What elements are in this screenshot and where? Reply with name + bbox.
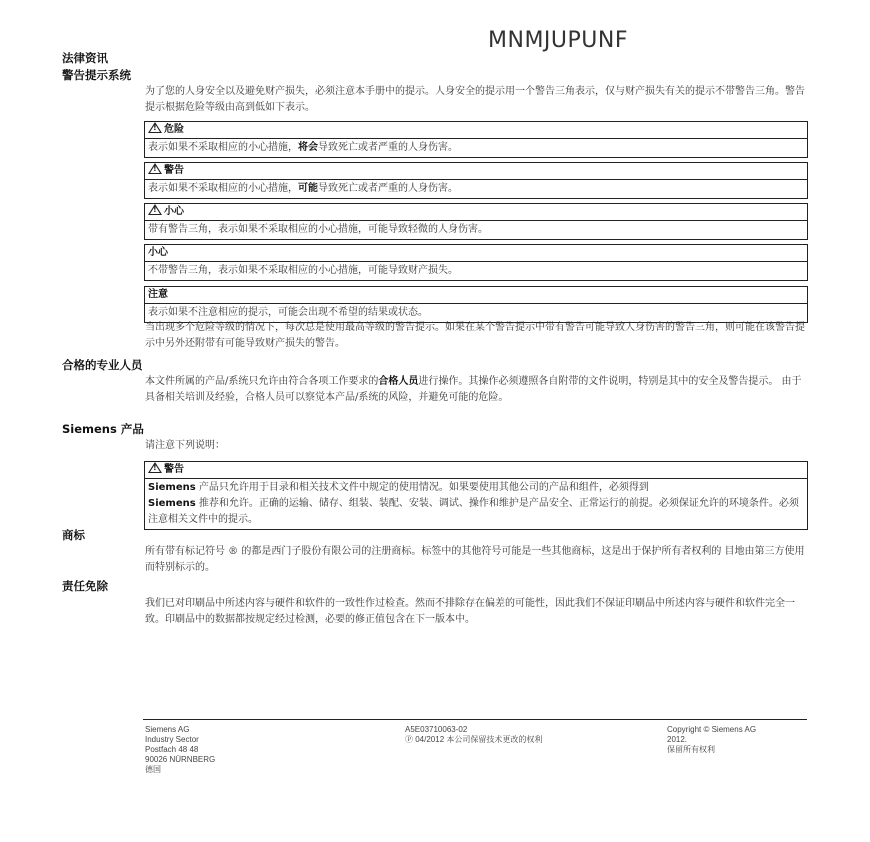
- warning-triangle-icon: [148, 462, 162, 473]
- bold-text: 可能: [298, 183, 318, 194]
- siemens-products-heading: Siemens 产品: [62, 422, 144, 436]
- box-title: [145, 204, 807, 221]
- text: 表示如果不采取相应的小心措施，: [148, 183, 298, 194]
- disclaimer-heading: 责任免除: [62, 579, 108, 593]
- bold-text: 将会: [298, 142, 318, 153]
- box-body: [145, 180, 807, 198]
- text: 表示如果不注意相应的提示，可能会出现不希望的结果或状态。: [148, 307, 428, 318]
- box-title-text: 警告: [164, 464, 184, 475]
- doc-number: A5E03710063-02: [405, 725, 468, 734]
- address-line: Industry Sector: [145, 735, 199, 744]
- copyright-line: 2012.: [667, 735, 688, 744]
- box-title: [145, 287, 807, 304]
- brand: Siemens: [148, 498, 196, 509]
- copyright-line: Copyright © Siemens AG: [667, 725, 757, 734]
- text: 推荐和允许。正确的运输、储存、组装、装配、安装、调试、操作和维护是产品安全、正常运行的前提。必须保证允许的环境条件。必须注意相关文件中的提示。: [148, 498, 799, 525]
- text: 产品只允许用于目录和相关技术文件中规定的使用情况。如果要使用其他公司的产品和组件，必须得到: [195, 482, 649, 493]
- warning-triangle-icon: [148, 204, 162, 215]
- trademarks-text: 所有带有标记符号 ® 的都是西门子股份有限公司的注册商标。标签中的其他符号可能是一些其他商标，这是出于保护所有者权利的 目地由第三方使用而特别标示的。: [145, 546, 805, 573]
- footer-copyright: [667, 725, 756, 755]
- text: 表示如果不采取相应的小心措施，: [148, 142, 298, 153]
- warning-box: [144, 286, 808, 323]
- box-title: [145, 462, 807, 479]
- text: 带有警告三角，表示如果不采取相应的小心措施，可能导致轻微的人身伤害。: [148, 224, 488, 235]
- footer-address: [145, 725, 215, 775]
- disclaimer-text: 我们已对印刷品中所述内容与硬件和软件的一致性作过检查。然而不排除存在偏差的可能性，因此我们不保证印刷品中所述内容与硬件和软件完全一致。印刷品中的数据都按规定经过检测，必要的修正值包含在下一版本中。: [145, 598, 795, 625]
- address-line: Postfach 48 48: [145, 745, 199, 754]
- box-body: [145, 262, 807, 280]
- warning-triangle-icon: [148, 163, 162, 174]
- text: 本文件所属的产品/系统只允许由符合各项工作要求的: [145, 376, 379, 387]
- text: 导致死亡或者严重的人身伤害。: [318, 142, 458, 153]
- address-line: 德国: [145, 765, 161, 774]
- box-title: [145, 245, 807, 262]
- warning-intro: 为了您的人身安全以及避免财产损失，必须注意本手册中的提示。人身安全的提示用一个警告三角表示，仅与财产损失有关的提示不带警告三角。警告提示根据危险等级由高到低如下表示。: [145, 86, 805, 113]
- warning-system-heading: 警告提示系统: [62, 68, 131, 82]
- trademarks-heading: 商标: [62, 528, 85, 542]
- warning-closing: 当出现多个危险等级的情况下，每次总是使用最高等级的警告提示。如果在某个警告提示中带有警告可能导致人身伤害的警告三角，则可能在该警告提示中另外还附带有可能导致财产损失的警告。: [145, 322, 805, 349]
- warning-box: [144, 162, 808, 199]
- box-title-text: 危险: [164, 124, 184, 135]
- box-title-text: 警告: [164, 165, 184, 176]
- text: 不带警告三角，表示如果不采取相应的小心措施，可能导致财产损失。: [148, 265, 458, 276]
- box-body: [145, 139, 807, 157]
- bold-text: 合格人员: [378, 376, 419, 387]
- address-line: Siemens AG: [145, 725, 190, 734]
- box-title: [145, 122, 807, 139]
- logo-text: MNMJUPUNF: [488, 28, 628, 53]
- footer-divider: [143, 719, 807, 720]
- box-body: [145, 221, 807, 239]
- box-title-text: 注意: [148, 289, 168, 300]
- qualified-text: [145, 374, 807, 406]
- doc-date: Ⓟ 04/2012 本公司保留技术更改的权利: [405, 735, 543, 744]
- box-body: [145, 479, 807, 529]
- copyright-line: 保留所有权利: [667, 745, 715, 754]
- legal-title: 法律资讯: [62, 51, 108, 65]
- warning-triangle-icon: [148, 122, 162, 133]
- box-title-text: 小心: [164, 206, 184, 217]
- footer-doc-info: [405, 725, 542, 745]
- text: 导致死亡或者严重的人身伤害。: [318, 183, 458, 194]
- brand: Siemens: [148, 482, 196, 493]
- warning-box: [144, 244, 808, 281]
- qualified-heading: 合格的专业人员: [62, 358, 143, 372]
- warning-box: [144, 203, 808, 240]
- text: 进行操作。其操作必须遵照各自附带的文件说明，特别是其中的安全及警告提示。 由于具备相关培训及经验，合格人员可以察觉本产品/系统的风险，并避免可能的危险。: [145, 376, 802, 403]
- address-line: 90026 NÜRNBERG: [145, 755, 216, 764]
- siemens-warning-box: [144, 461, 808, 530]
- box-title: [145, 163, 807, 180]
- warning-box: [144, 121, 808, 158]
- siemens-note: 请注意下列说明：: [145, 440, 225, 451]
- box-title-text: 小心: [148, 247, 168, 258]
